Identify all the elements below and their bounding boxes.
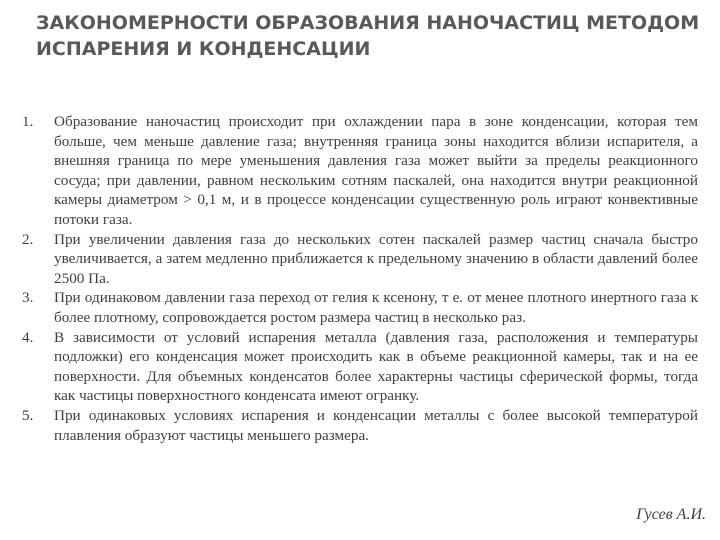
list-item-2: [22, 230, 698, 289]
list-item-text: В зависимости от условий испарения металла (давления газа, расположения и температуры подложки) его конденсация может происходить как в объеме реакционной камеры, так и на ее поверхности. Для объемных конденсатов более характерны частицы сферической формы, тогда как частицы поверхностного конденсата имеют огранку.: [54, 328, 698, 405]
list-item-number: 4.: [22, 328, 34, 346]
list-item-number: 1.: [22, 113, 34, 130]
list-item-4: [22, 328, 698, 406]
list-item-number: 3.: [22, 289, 34, 307]
list-item-text: Образование наночастиц происходит при охлаждении пара в зоне конденсации, которая тем больше, чем меньше давление газа; внутренняя граница зоны находится вблизи испарителя, а внешняя граница по мере уменьшения давления газа может выйти за пределы реакционного сосуда; при давлении, равном нескольким сотням паскалей, она находится внутри реакционной камеры диаметром > 0,1 м, и в процессе конденсации существенную роль играют конвективные потоки газа.: [54, 113, 698, 228]
list-item-3: [22, 288, 698, 327]
list-item-5: [22, 406, 698, 445]
regularities-list: [22, 112, 698, 445]
list-item-text: При увеличении давления газа до нескольких сотен паскалей размер частиц сначала быстро увеличивается, а затем медленно приближается к предельному значению в области давлений более 2500 Па.: [54, 230, 698, 287]
list-item-text: При одинаковых условиях испарения и конденсации металлы с более высокой температурой плавления образуют частицы меньшего размера.: [54, 406, 698, 444]
list-item-text: При одинаковом давлении газа переход от гелия к ксенону, т е. от менее плотного инертного газа к более плотному, сопровождается ростом размера частиц в несколько раз.: [54, 289, 698, 326]
list-item-number: 5.: [22, 406, 34, 424]
list-item-number: 2.: [22, 230, 34, 248]
slide-title-line-2: ИСПАРЕНИЯ И КОНДЕНСАЦИИ: [36, 38, 371, 60]
list-item-1: [22, 112, 698, 230]
slide-title: [36, 10, 700, 62]
slide-title-line-1: ЗАКОНОМЕРНОСТИ ОБРАЗОВАНИЯ НАНОЧАСТИЦ МЕТОДОМ: [36, 12, 700, 34]
author-signature: Гусев А.И.: [636, 506, 706, 523]
